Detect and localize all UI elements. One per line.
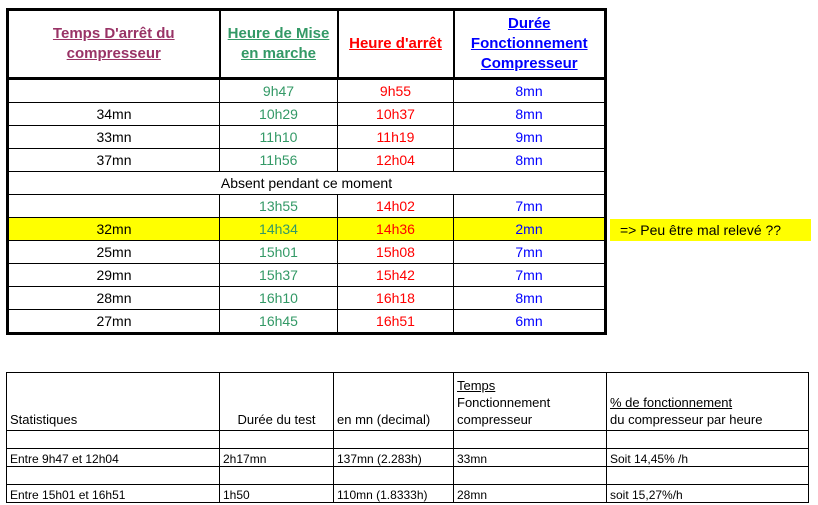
stop-cell: 25mn	[8, 241, 220, 264]
pct-header-line-1: % de fonctionnement	[610, 395, 733, 410]
stats-minutes-cell: 110mn (1.8333h)	[334, 485, 454, 503]
empty-cell	[607, 467, 809, 485]
compressor-log-table	[6, 8, 607, 335]
start-cell: 13h55	[220, 195, 338, 218]
end-cell: 15h08	[338, 241, 454, 264]
start-cell: 14h34	[220, 218, 338, 241]
end-cell: 11h19	[338, 126, 454, 149]
header-run-duration: Durée Fonctionnement Compresseur	[454, 10, 606, 79]
end-cell: 10h37	[338, 103, 454, 126]
stats-run-cell: 28mn	[454, 485, 607, 503]
empty-cell	[454, 431, 607, 449]
table-row	[7, 449, 809, 467]
spacer-row	[7, 431, 809, 449]
stats-minutes-cell: 137mn (2.283h)	[334, 449, 454, 467]
empty-cell	[220, 467, 334, 485]
stop-cell: 29mn	[8, 264, 220, 287]
stop-cell: 32mn	[8, 218, 220, 241]
stats-duration-header: Durée du test	[220, 373, 334, 431]
stats-duration-cell: 1h50	[220, 485, 334, 503]
table-row	[8, 126, 606, 149]
start-cell: 9h47	[220, 79, 338, 103]
stop-cell: 28mn	[8, 287, 220, 310]
table-row	[8, 195, 606, 218]
stop-cell	[8, 195, 220, 218]
end-cell: 14h36	[338, 218, 454, 241]
end-cell: 12h04	[338, 149, 454, 172]
stats-run-cell: 33mn	[454, 449, 607, 467]
spacer-row	[7, 467, 809, 485]
duration-cell: 8mn	[454, 149, 606, 172]
header-stop-time: Temps D'arrêt du compresseur	[8, 10, 220, 79]
duration-cell: 8mn	[454, 79, 606, 103]
duration-cell: 8mn	[454, 287, 606, 310]
duration-cell: 8mn	[454, 103, 606, 126]
stats-label-header: Statistiques	[7, 373, 220, 431]
stop-cell: 34mn	[8, 103, 220, 126]
pct-header-line-2: du compresseur par heure	[610, 412, 763, 427]
end-cell: 15h42	[338, 264, 454, 287]
empty-cell	[454, 467, 607, 485]
start-cell: 15h01	[220, 241, 338, 264]
log-header-row	[8, 10, 606, 79]
empty-cell	[220, 431, 334, 449]
end-cell: 16h51	[338, 310, 454, 334]
stop-cell: 37mn	[8, 149, 220, 172]
absence-row	[8, 172, 606, 195]
table-row	[8, 149, 606, 172]
stats-minutes-header: en mn (decimal)	[334, 373, 454, 431]
empty-cell	[334, 467, 454, 485]
empty-cell	[7, 467, 220, 485]
start-cell: 16h10	[220, 287, 338, 310]
stats-label-cell: Entre 9h47 et 12h04	[7, 449, 220, 467]
end-cell: 16h18	[338, 287, 454, 310]
stop-cell: 27mn	[8, 310, 220, 334]
absence-note: Absent pendant ce moment	[8, 172, 606, 195]
duration-cell: 7mn	[454, 241, 606, 264]
header-end-time: Heure d'arrêt	[338, 10, 454, 79]
stats-pct-cell: Soit 14,45% /h	[607, 449, 809, 467]
table-row	[8, 264, 606, 287]
stats-label-cell: Entre 15h01 et 16h51	[7, 485, 220, 503]
start-cell: 16h45	[220, 310, 338, 334]
stats-duration-cell: 2h17mn	[220, 449, 334, 467]
start-cell: 11h10	[220, 126, 338, 149]
duration-cell: 9mn	[454, 126, 606, 149]
stats-run-header	[454, 373, 607, 431]
table-row	[7, 485, 809, 503]
empty-cell	[607, 431, 809, 449]
stop-cell	[8, 79, 220, 103]
stop-cell: 33mn	[8, 126, 220, 149]
table-row	[8, 79, 606, 103]
end-cell: 9h55	[338, 79, 454, 103]
start-cell: 10h29	[220, 103, 338, 126]
run-header-line-2: Fonctionnement	[457, 395, 551, 410]
highlighted-row	[8, 218, 606, 241]
empty-cell	[334, 431, 454, 449]
table-row	[8, 241, 606, 264]
stats-pct-header	[607, 373, 809, 431]
duration-cell: 6mn	[515, 313, 543, 329]
start-cell: 15h37	[220, 264, 338, 287]
run-header-line-1: Temps	[457, 378, 496, 393]
duration-cell: 2mn	[454, 218, 606, 241]
end-cell: 14h02	[338, 195, 454, 218]
stats-header-row	[7, 373, 809, 431]
run-header-line-3: compresseur	[457, 412, 533, 427]
table-row	[8, 103, 606, 126]
start-cell: 11h56	[220, 149, 338, 172]
statistics-table	[6, 372, 809, 503]
stats-pct-cell: soit 15,27%/h	[607, 485, 809, 503]
empty-cell	[7, 431, 220, 449]
header-start-time: Heure de Mise en marche	[220, 10, 338, 79]
remark-note: => Peu être mal relevé ??	[610, 219, 811, 241]
table-row	[8, 310, 606, 334]
duration-cell: 7mn	[454, 264, 606, 287]
table-row	[8, 287, 606, 310]
duration-cell: 7mn	[454, 195, 606, 218]
